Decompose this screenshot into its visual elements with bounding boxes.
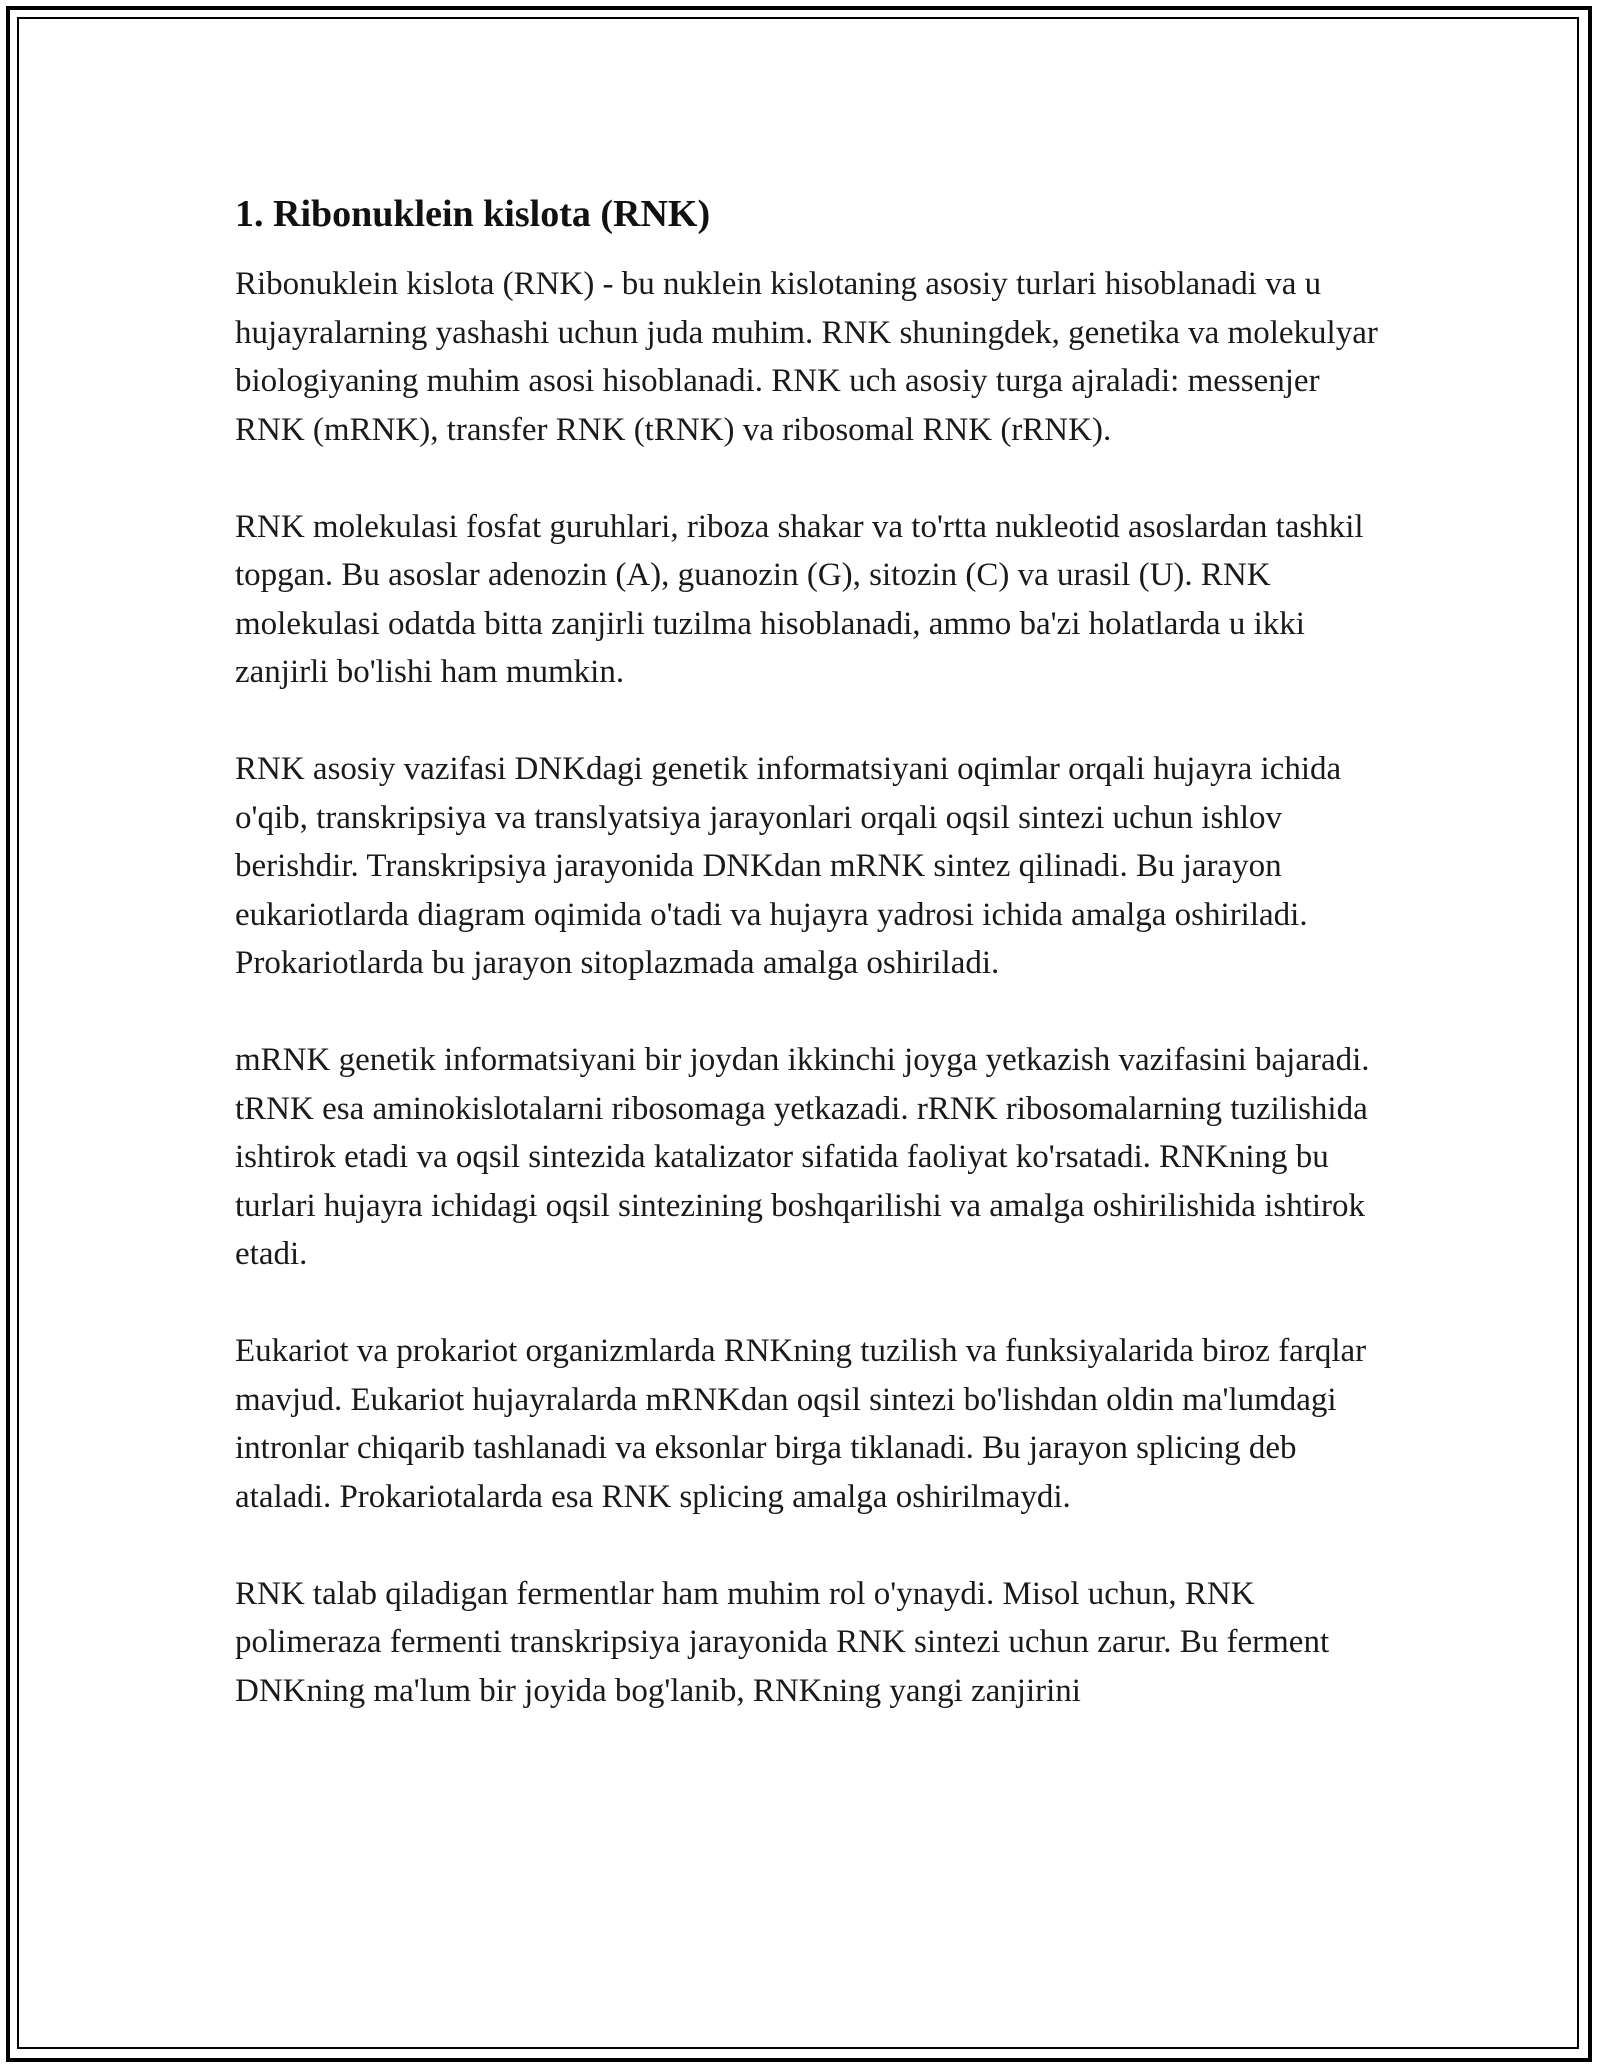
paragraph-6: RNK talab qiladigan fermentlar ham muhim rol o'ynaydi. Misol uchun, RNK polimeraza fermenti transkripsiya jarayonida RNK sintezi uchun zarur. Bu ferment DNKning ma'lum bir joyida bog'lanib, RNKning yangi zanjirini — [235, 1575, 1330, 1709]
paragraph-1: Ribonuklein kislota (RNK) - bu nuklein kislotaning asosiy turlari hisoblanadi va u hujayralarning yashashi uchun juda muhim. RNK shuningdek, genetika va molekulyar biologiyaning muhim asosi hisoblanadi. RNK uch asosiy turga ajraladi: messenjer RNK (mRNK), transfer RNK (tRNK) va ribosomal RNK (rRNK). — [235, 266, 1378, 448]
section-title: 1. Ribonuklein kislota (RNK) — [235, 193, 711, 235]
paragraph-4: mRNK genetik informatsiyani bir joydan ikkinchi joyga yetkazish vazifasini bajaradi. tRNK esa aminokislotalarni ribosomaga yetkazadi. rRNK ribosomalarning tuzilishida ishtirok etadi va oqsil sintezida katalizator sifatida faoliyat ko'rsatadi. RNKning bu turlari hujayra ichidagi oqsil sintezining boshqarilishi va amalga oshirilishida ishtirok etadi. — [235, 1042, 1370, 1272]
paragraph-3: RNK asosiy vazifasi DNKdagi genetik informatsiyani oqimlar orqali hujayra ichida o'qib, transkripsiya va translyatsiya jarayonlari orqali oqsil sintezi uchun ishlov berishdir. Transkripsiya jarayonida DNKdan mRNK sintez qilinadi. Bu jarayon eukariotlarda diagram oqimida o'tadi va hujayra yadrosi ichida amalga oshiriladi. Prokariotlarda bu jarayon sitoplazmada amalga oshiriladi. — [235, 751, 1342, 981]
document-body — [235, 190, 1385, 1764]
paragraph-2: RNK molekulasi fosfat guruhlari, riboza shakar va to'rtta nukleotid asoslardan tashkil topgan. Bu asoslar adenozin (A), guanozin (G), sitozin (C) va urasil (U). RNK molekulasi odatda bitta zanjirli tuzilma hisoblanadi, ammo ba'zi holatlarda u ikki zanjirli bo'lishi ham mumkin. — [235, 508, 1364, 690]
paragraph-5: Eukariot va prokariot organizmlarda RNKning tuzilish va funksiyalarida biroz farqlar mavjud. Eukariot hujayralarda mRNKdan oqsil sintezi bo'lishdan oldin ma'lumdagi intronlar chiqarib tashlanadi va eksonlar birga tiklanadi. Bu jarayon splicing deb ataladi. Prokariotalarda esa RNK splicing amalga oshirilmaydi. — [235, 1333, 1367, 1515]
